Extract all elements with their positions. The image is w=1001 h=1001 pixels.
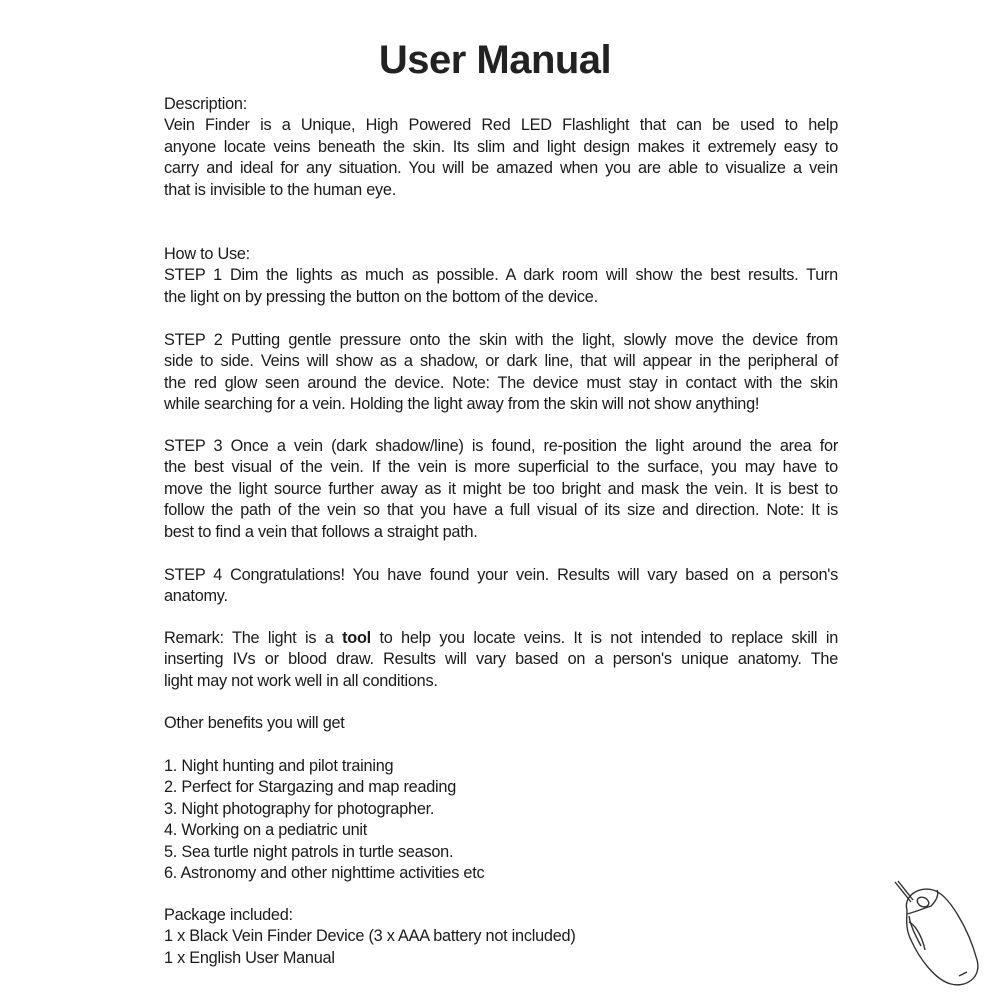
package-section [164, 905, 838, 969]
step4-line: STEP 4 Congratulations! You have found your vein. Results will vary based on a person's [164, 566, 838, 584]
list-item: 3. Night photography for photographer. [164, 799, 435, 818]
remark-line: light may not work well in all conditions. [164, 671, 438, 690]
list-item: 5. Sea turtle night patrols in turtle season. [164, 842, 454, 861]
step2-line: while searching for a vein. Holding the light away from the skin will not show anything! [164, 395, 760, 414]
description-line: Vein Finder is a Unique, High Powered Red LED Flashlight that can be used to help [164, 116, 838, 135]
remark-bold-word: tool [342, 629, 371, 647]
package-heading: Package included: [164, 906, 293, 924]
step4-paragraph [164, 565, 838, 608]
list-item: 1. Night hunting and pilot training [164, 757, 394, 775]
remark-text: to help you locate veins. It is not intended to replace skill in [370, 629, 838, 647]
description-line: anyone locate veins beneath the skin. Its slim and light design makes it extremely easy to [164, 137, 838, 156]
list-item: 2. Perfect for Stargazing and map reading [164, 778, 457, 797]
step1-line: STEP 1 Dim the lights as much as possible. A dark room will show the best results. Turn [164, 266, 838, 285]
step4-line: anatomy. [164, 587, 228, 606]
step2-paragraph [164, 330, 838, 416]
step3-paragraph [164, 436, 838, 543]
description-line: that is invisible to the human eye. [164, 180, 396, 199]
benefits-list [164, 756, 838, 884]
step3-line: the best visual of the vein. If the vein is more superficial to the surface, you may have to [164, 458, 838, 477]
mouse-icon [885, 880, 985, 990]
list-item: 1 x English User Manual [164, 948, 335, 967]
remark-line [164, 628, 838, 649]
step2-line: the red glow seen around the device. Note: The device must stay in contact with the skin [164, 373, 838, 392]
how-to-use-heading: How to Use: [164, 245, 250, 263]
step3-line: move the light source further away as it might be too bright and mask the vein. It is best to [164, 479, 838, 498]
page-title: User Manual [378, 38, 612, 82]
description-section [164, 94, 838, 201]
step1-line: the light on by pressing the button on the bottom of the device. [164, 287, 598, 306]
step3-line: best to find a vein that follows a straight path. [164, 522, 478, 541]
remark-line: inserting IVs or blood draw. Results will vary based on a person's unique anatomy. The [164, 650, 838, 669]
list-item: 4. Working on a pediatric unit [164, 821, 368, 840]
remark-text: Remark: The light is a [164, 629, 343, 647]
step3-line: STEP 3 Once a vein (dark shadow/line) is found, re-position the light around the area for [164, 437, 838, 455]
remark-paragraph [164, 628, 838, 692]
description-heading: Description: [164, 95, 247, 113]
step2-line: STEP 2 Putting gentle pressure onto the skin with the light, slowly move the device from [164, 331, 838, 349]
description-line: carry and ideal for any situation. You will be amazed when you are able to visualize a vein [164, 159, 838, 178]
step2-line: side to side. Veins will show as a shadow, or dark line, that will appear in the peripheral of [164, 352, 838, 371]
step3-line: follow the path of the vein so that you have a full visual of its size and direction. Note: It is [164, 501, 838, 520]
list-item: 1 x Black Vein Finder Device (3 x AAA battery not included) [164, 927, 576, 946]
benefits-heading: Other benefits you will get [164, 714, 345, 732]
list-item: 6. Astronomy and other nighttime activities etc [164, 864, 485, 883]
how-to-use-section [164, 244, 838, 308]
